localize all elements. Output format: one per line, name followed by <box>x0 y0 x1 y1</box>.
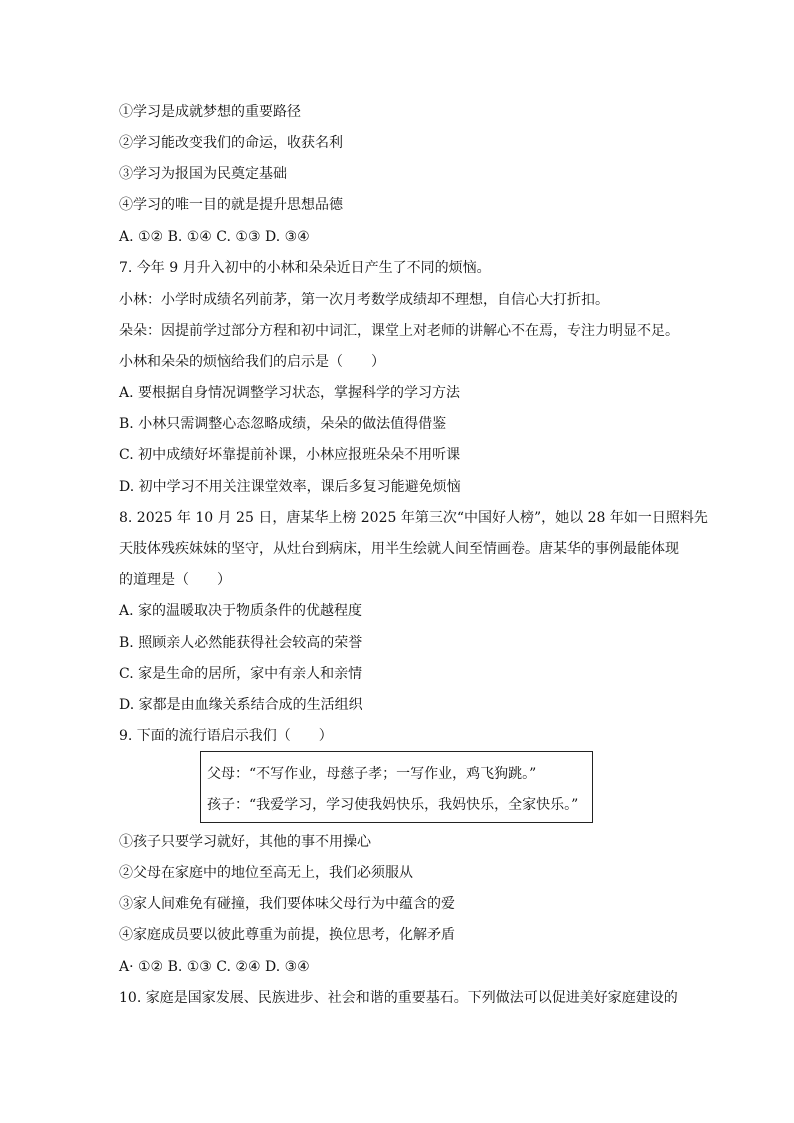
q6-choices: A. ①② B. ①④ C. ①③ D. ③④ <box>119 229 310 245</box>
q9-quote-box <box>200 751 593 823</box>
q7-choice-a: A. 要根据自身情况调整学习状态，掌握科学的学习方法 <box>119 385 461 401</box>
q8-choice-d: D. 家都是由血缘关系结合成的生活组织 <box>119 697 363 713</box>
q9-option-1: ①孩子只要学习就好，其他的事不用操心 <box>119 834 371 850</box>
q8-stem-line-3: 的道理是（ ） <box>119 572 231 588</box>
q6-option-4: ④学习的唯一目的就是提升思想品德 <box>119 197 343 213</box>
q9-choices: A· ①② B. ①③ C. ②④ D. ③④ <box>119 959 310 975</box>
q8-stem-line-1: 8. 2025 年 10 月 25 日，唐某华上榜 2025 年第三次“中国好人榜”，她以 28 年如一日照料先 <box>119 510 708 526</box>
q8-choice-b: B. 照顾亲人必然能获得社会较高的荣誉 <box>119 635 363 651</box>
q8-choice-a: A. 家的温暖取决于物质条件的优越程度 <box>119 603 363 619</box>
q6-option-2: ②学习能改变我们的命运，收获名利 <box>119 135 343 151</box>
q9-child-quote: 孩子：“我爱学习，学习使我妈快乐，我妈快乐，全家快乐。” <box>207 797 579 813</box>
q7-stem: 7. 今年 9 月升入初中的小林和朵朵近日产生了不同的烦恼。 <box>119 260 491 276</box>
q9-option-4: ④家庭成员要以彼此尊重为前提，换位思考，化解矛盾 <box>119 927 455 943</box>
q9-option-3: ③家人间难免有碰撞，我们要体味父母行为中蕴含的爱 <box>119 896 455 912</box>
q10-stem: 10. 家庭是国家发展、民族进步、社会和谐的重要基石。下列做法可以促进美好家庭建设的 <box>119 990 678 1006</box>
q9-option-2: ②父母在家庭中的地位至高无上，我们必须服从 <box>119 865 413 881</box>
q9-parents-quote: 父母：“不写作业，母慈子孝；一写作业，鸡飞狗跳。” <box>207 766 537 782</box>
q7-choice-b: B. 小林只需调整心态忽略成绩，朵朵的做法值得借鉴 <box>119 416 447 432</box>
q7-lin-text: 小林：小学时成绩名列前茅，第一次月考数学成绩却不理想，自信心大打折扣。 <box>119 292 609 308</box>
q6-option-3: ③学习为报国为民奠定基础 <box>119 166 287 182</box>
q8-choice-c: C. 家是生命的居所，家中有亲人和亲情 <box>119 666 363 682</box>
q7-duoduo-text: 朵朵：因提前学过部分方程和初中词汇，课堂上对老师的讲解心不在焉，专注力明显不足。 <box>119 323 679 339</box>
q7-choice-d: D. 初中学习不用关注课堂效率，课后多复习能避免烦恼 <box>119 479 461 495</box>
q7-question: 小林和朵朵的烦恼给我们的启示是（ ） <box>119 354 385 370</box>
q6-option-1: ①学习是成就梦想的重要路径 <box>119 104 301 120</box>
q9-stem: 9. 下面的流行语启示我们（ ） <box>119 728 333 744</box>
q8-stem-line-2: 天肢体残疾妹妹的坚守，从灶台到病床，用半生绘就人间至情画卷。唐某华的事例最能体现 <box>119 541 679 557</box>
q7-choice-c: C. 初中成绩好坏靠提前补课，小林应报班朵朵不用听课 <box>119 447 461 463</box>
